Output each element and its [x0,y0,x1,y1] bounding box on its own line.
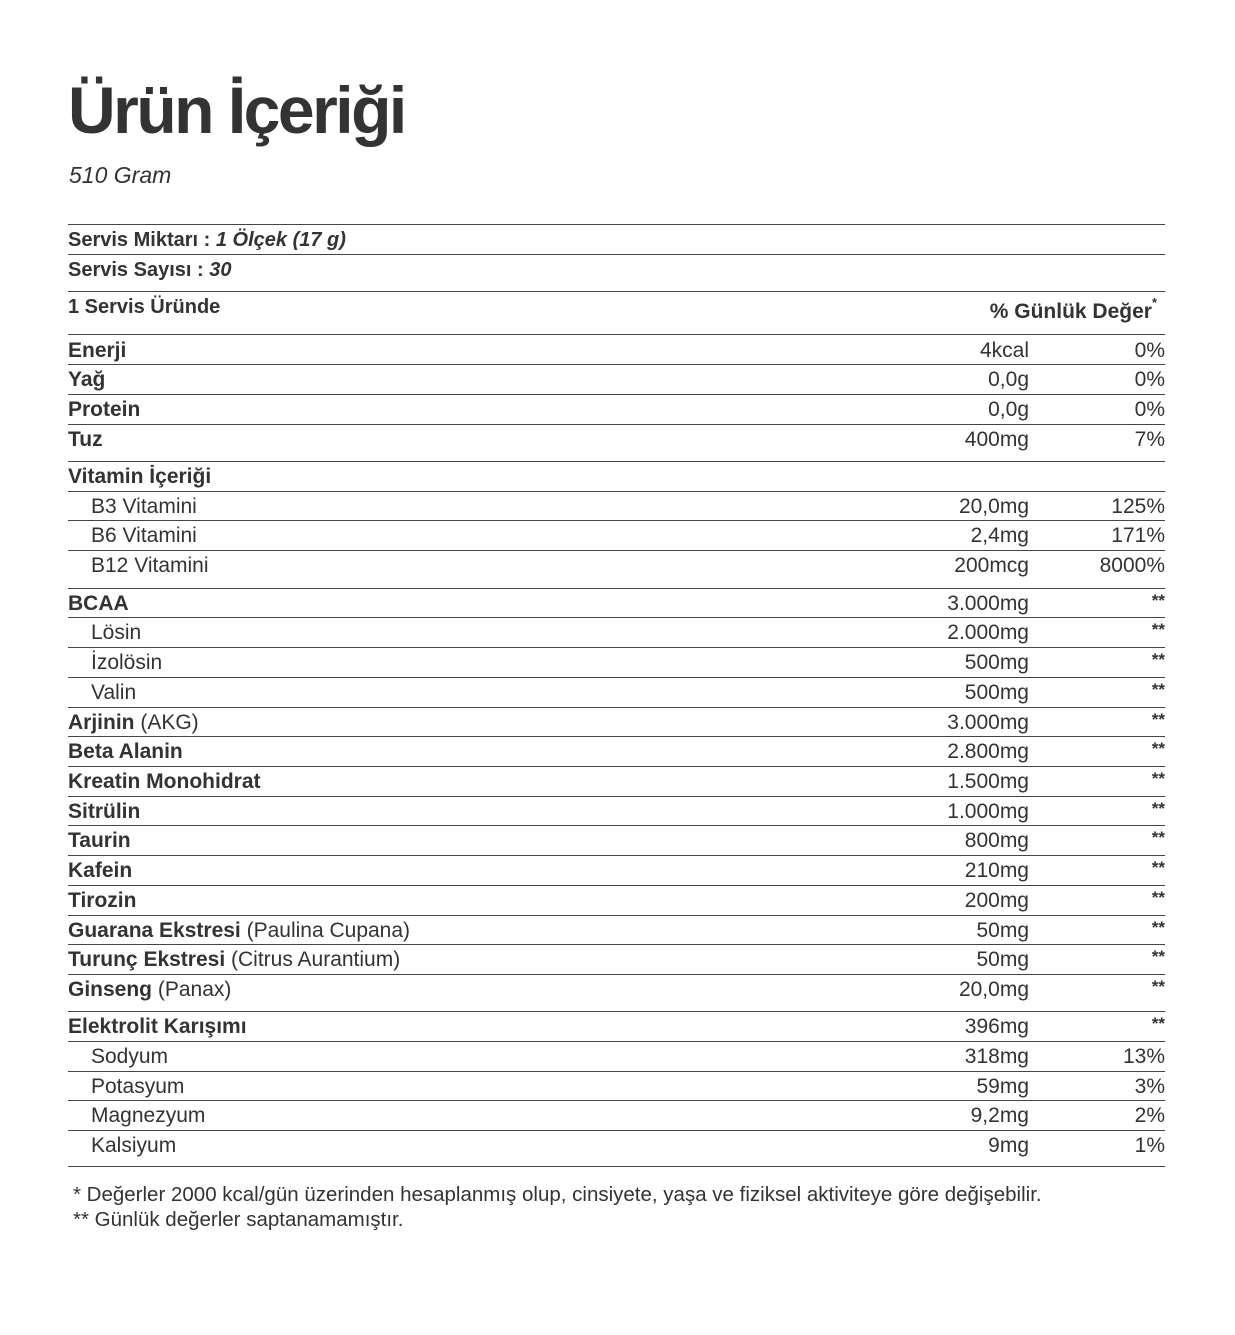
nutrient-row [68,425,1165,454]
nutrient-daily-value: ** [1151,888,1165,907]
nutrient-name [68,886,136,915]
nutrient-daily-value: ** [1151,710,1165,729]
nutrient-daily-value: ** [1151,591,1165,610]
nutrient-daily-value: 0% [1134,339,1165,362]
nutrient-name [68,462,211,491]
row-divider [68,885,1165,886]
page-title: Ürün İçeriği [68,73,405,147]
nutrient-name-text: Valin [91,681,137,704]
servings-label: Servis Sayısı : [68,259,204,281]
nutrient-daily-value: 7% [1134,428,1165,451]
nutrient-name [68,395,140,424]
nutrient-amount: 50mg [976,948,1029,971]
nutrient-name-note: (Citrus Aurantium) [225,948,401,971]
nutrient-name-text: Beta Alanin [68,740,183,763]
nutrient-name-text: Kalsiyum [91,1134,177,1157]
row-divider [68,1071,1165,1072]
divider [68,1166,1165,1167]
row-divider [68,461,1165,462]
nutrient-amount: 0,0g [988,398,1029,421]
row-divider [68,855,1165,856]
nutrient-row [68,975,1165,1004]
nutrient-row [68,521,1165,550]
nutrient-daily-value: ** [1151,799,1165,818]
nutrient-row [68,886,1165,915]
nutrient-daily-value: ** [1151,739,1165,758]
nutrient-name [68,336,126,365]
nutrient-amount: 800mg [964,829,1029,852]
nutrient-daily-value: ** [1151,858,1165,877]
nutrient-row [68,856,1165,885]
row-divider [68,677,1165,678]
row-divider [68,424,1165,425]
nutrient-name-text: Protein [68,398,141,421]
nutrient-name-text: Tirozin [68,889,137,912]
nutrient-row [68,618,1165,647]
nutrient-daily-value: 8000% [1099,554,1165,577]
nutrient-name [68,826,131,855]
row-divider [68,550,1165,551]
daily-value-footnote-mark: * [1151,295,1157,310]
nutrient-amount: 400mg [964,428,1029,451]
row-divider [68,825,1165,826]
daily-value-header-text: % Günlük Değer [989,300,1152,323]
nutrient-amount: 9mg [988,1134,1029,1157]
divider [68,334,1165,335]
nutrient-name [91,1131,176,1160]
row-divider [68,617,1165,618]
nutrient-daily-value: 171% [1111,524,1165,547]
nutrient-amount: 200mcg [954,554,1029,577]
nutrient-daily-value: ** [1151,947,1165,966]
nutrient-row [68,462,1165,491]
nutrient-daily-value: 0% [1134,368,1165,391]
nutrient-name [68,425,103,454]
nutrient-daily-value: 1% [1134,1134,1165,1157]
nutrient-name [68,975,231,1004]
nutrient-row [68,826,1165,855]
row-divider [68,1041,1165,1042]
nutrient-amount: 20,0mg [958,495,1029,518]
nutrient-name-text: İzolösin [91,651,163,674]
nutrient-amount: 318mg [964,1045,1029,1068]
row-divider [68,915,1165,916]
nutrient-amount: 396mg [964,1015,1029,1038]
nutrient-row [68,1072,1165,1101]
nutrient-daily-value: 2% [1134,1104,1165,1127]
nutrient-name-note: (Paulina Cupana) [240,919,411,942]
nutrient-daily-value: ** [1151,650,1165,669]
row-divider [68,647,1165,648]
nutrient-name-text: Sitrülin [68,800,141,823]
row-divider [68,707,1165,708]
servings-count [68,258,231,282]
nutrient-name [68,856,132,885]
nutrient-name-text: Potasyum [91,1075,185,1098]
nutrient-amount: 500mg [964,681,1029,704]
nutrient-row [68,395,1165,424]
row-divider [68,736,1165,737]
nutrient-name [68,945,400,974]
nutrient-row [68,648,1165,677]
nutrient-row [68,365,1165,394]
nutrient-name [68,589,129,618]
nutrient-name-text: Enerji [68,339,127,362]
nutrient-name-text: B3 Vitamini [91,495,197,518]
nutrient-daily-value: ** [1151,977,1165,996]
row-divider [68,1130,1165,1131]
row-divider [68,796,1165,797]
nutrient-daily-value: ** [1151,918,1165,937]
row-divider [68,364,1165,365]
nutrient-amount: 59mg [976,1075,1029,1098]
nutrient-amount: 1.000mg [947,800,1029,823]
row-divider [68,588,1165,589]
row-divider [68,491,1165,492]
nutrient-name-text: Taurin [68,829,131,852]
nutrient-name-text: Magnezyum [91,1104,206,1127]
nutrient-row [68,336,1165,365]
nutrient-row [68,678,1165,707]
nutrient-name [91,1042,168,1071]
nutrient-amount: 210mg [964,859,1029,882]
divider [68,224,1165,225]
nutrient-name [68,797,140,826]
nutrient-daily-value: 3% [1134,1075,1165,1098]
nutrient-amount: 3.000mg [947,711,1029,734]
nutrient-amount: 0,0g [988,368,1029,391]
nutrient-amount: 2.800mg [947,740,1029,763]
servings-value: 30 [209,259,232,281]
serving-size [68,228,346,252]
nutrient-row [68,767,1165,796]
nutrient-daily-value: 125% [1111,495,1165,518]
nutrient-name-text: Tuz [68,428,103,451]
nutrient-amount: 9,2mg [970,1104,1029,1127]
row-divider [68,1100,1165,1101]
nutrient-amount: 200mg [964,889,1029,912]
serving-size-label: Servis Miktarı : [68,229,211,251]
nutrient-name-text: Sodyum [91,1045,169,1068]
nutrient-name-text: Vitamin İçeriği [68,465,212,488]
nutrient-amount: 500mg [964,651,1029,674]
nutrient-name [91,551,209,580]
nutrient-name-text: Kreatin Monohidrat [68,770,261,793]
nutrient-name-text: B6 Vitamini [91,524,197,547]
nutrient-name-text: Elektrolit Karışımı [68,1015,247,1038]
nutrient-amount: 3.000mg [947,592,1029,615]
nutrient-name-text: B12 Vitamini [91,554,209,577]
per-serving-label: 1 Servis Üründe [68,296,221,318]
nutrient-amount: 2,4mg [970,524,1029,547]
nutrient-name [68,1012,247,1041]
nutrient-daily-value: ** [1151,680,1165,699]
nutrient-row [68,1131,1165,1160]
nutrient-name [91,1072,184,1101]
nutrient-name [91,648,162,677]
daily-value-header [989,295,1157,324]
nutrient-row [68,916,1165,945]
nutrient-name-text: Arjinin [68,711,135,734]
nutrient-name-text: Lösin [91,621,142,644]
nutrient-daily-value: ** [1151,1014,1165,1033]
footnote-undetermined: ** Günlük değerler saptanamamıştır. [73,1208,404,1231]
divider [68,291,1165,292]
nutrient-name [91,678,136,707]
row-divider [68,520,1165,521]
nutrient-row [68,737,1165,766]
row-divider [68,766,1165,767]
nutrient-row [68,1042,1165,1071]
nutrient-name [91,618,141,647]
nutrient-name-text: BCAA [68,592,129,615]
nutrient-row [68,589,1165,618]
nutrient-row [68,1012,1165,1041]
nutrient-amount: 1.500mg [947,770,1029,793]
nutrient-amount: 20,0mg [958,978,1029,1001]
nutrient-name [91,1101,205,1130]
row-divider [68,1011,1165,1012]
nutrient-row [68,551,1165,580]
divider [68,254,1165,255]
nutrient-name [68,365,105,394]
nutrient-row [68,797,1165,826]
nutrient-name-note: (Panax) [152,978,232,1001]
nutrient-amount: 4kcal [979,339,1029,362]
nutrient-amount: 2.000mg [947,621,1029,644]
nutrient-name-text: Ginseng [68,978,153,1001]
nutrient-name-text: Turunç Ekstresi [68,948,226,971]
nutrient-row [68,945,1165,974]
nutrient-row [68,1101,1165,1130]
row-divider [68,944,1165,945]
serving-size-value: 1 Ölçek (17 g) [215,229,346,251]
nutrient-name-text: Guarana Ekstresi [68,919,241,942]
nutrient-name-text: Kafein [68,859,133,882]
nutrient-name [68,916,410,945]
row-divider [68,974,1165,975]
nutrient-row [68,708,1165,737]
nutrient-daily-value: 0% [1134,398,1165,421]
nutrient-amount: 50mg [976,919,1029,942]
nutrient-daily-value: ** [1151,769,1165,788]
nutrient-row [68,492,1165,521]
nutrient-name-text: Yağ [68,368,106,391]
nutrient-name [68,737,183,766]
nutrient-name [68,767,261,796]
nutrient-name [91,492,197,521]
nutrient-name [91,521,197,550]
nutrient-daily-value: 13% [1122,1045,1165,1068]
product-weight: 510 Gram [69,162,172,188]
nutrient-daily-value: ** [1151,828,1165,847]
nutrient-daily-value: ** [1151,620,1165,639]
row-divider [68,394,1165,395]
nutrient-name [68,708,199,737]
footnote-daily-value: * Değerler 2000 kcal/gün üzerinden hesaplanmış olup, cinsiyete, yaşa ve fiziksel aktiviteye göre değişebilir. [73,1183,1042,1206]
nutrient-name-note: (AKG) [134,711,199,734]
